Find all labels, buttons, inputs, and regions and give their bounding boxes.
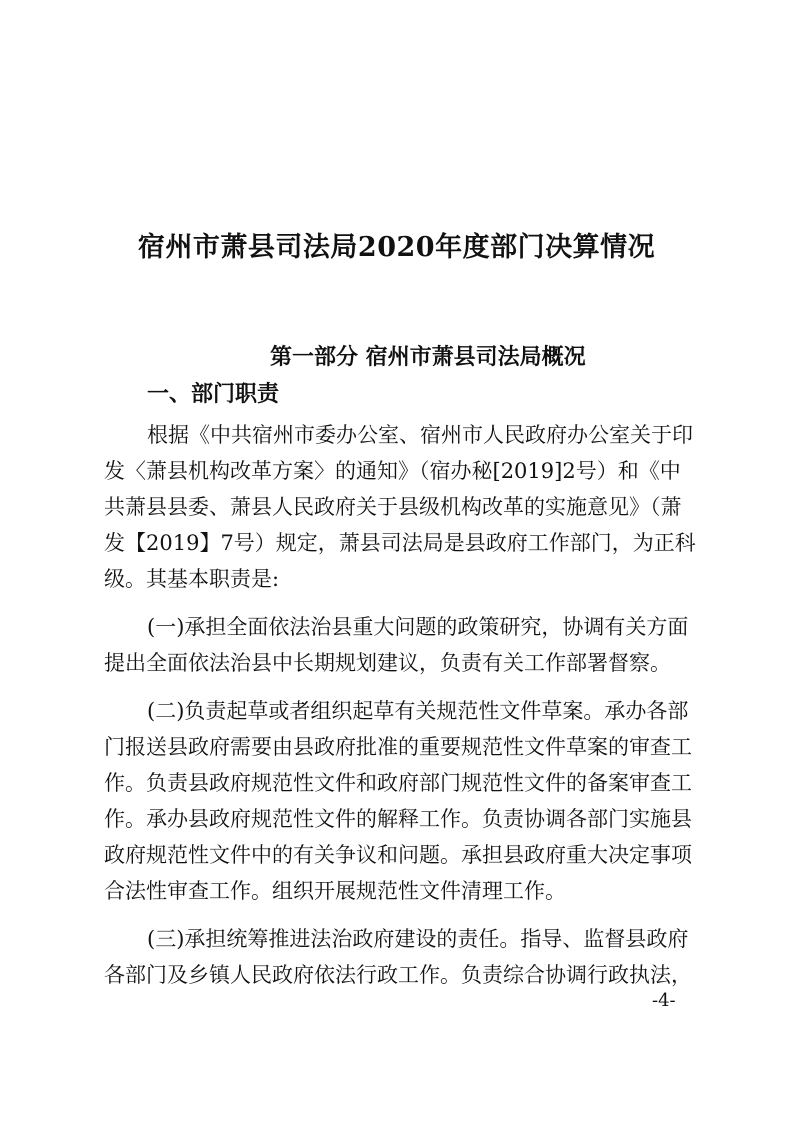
body-line: 各部门及乡镇人民政府依法行政工作。负责综合协调行政执法， — [104, 963, 692, 987]
body-line: 提出全面依法治县中长期规划建议，负责有关工作部署督察。 — [104, 651, 671, 675]
body-line: (一)承担全面依法治县重大问题的政策研究，协调有关方面 — [147, 615, 689, 639]
body-line: 政府规范性文件中的有关争议和问题。承担县政府重大决定事项 — [104, 843, 692, 867]
body-line: 作。承办县政府规范性文件的解释工作。负责协调各部门实施县 — [104, 807, 692, 831]
page-number: -4- — [652, 990, 676, 1011]
body-line: 级。其基本职责是: — [104, 567, 280, 591]
body-line: 发【2019】7号）规定，萧县司法局是县政府工作部门，为正科 — [104, 531, 696, 555]
body-line: (三)承担统筹推进法治政府建设的责任。指导、监督县政府 — [147, 927, 689, 951]
section-heading: 一、部门职责 — [147, 381, 280, 407]
body-line: 发〈萧县机构改革方案〉的通知》（宿办秘[2019]2号）和《中 — [104, 459, 681, 483]
body-line: 根据《中共宿州市委办公室、宿州市人民政府办公室关于印 — [147, 423, 693, 447]
body-line: 门报送县政府需要由县政府批准的重要规范性文件草案的审查工 — [104, 735, 692, 759]
body-line: 共萧县县委、萧县人民政府关于县级机构改革的实施意见》（萧 — [104, 495, 682, 519]
document-title: 宿州市萧县司法局2020年度部门决算情况 — [137, 232, 656, 263]
body-line: 作。负责县政府规范性文件和政府部门规范性文件的备案审查工 — [104, 771, 692, 795]
body-line: (二)负责起草或者组织起草有关规范性文件草案。承办各部 — [147, 699, 689, 723]
body-line: 合法性审查工作。组织开展规范性文件清理工作。 — [104, 879, 566, 903]
part-heading: 第一部分 宿州市萧县司法局概况 — [270, 344, 586, 370]
